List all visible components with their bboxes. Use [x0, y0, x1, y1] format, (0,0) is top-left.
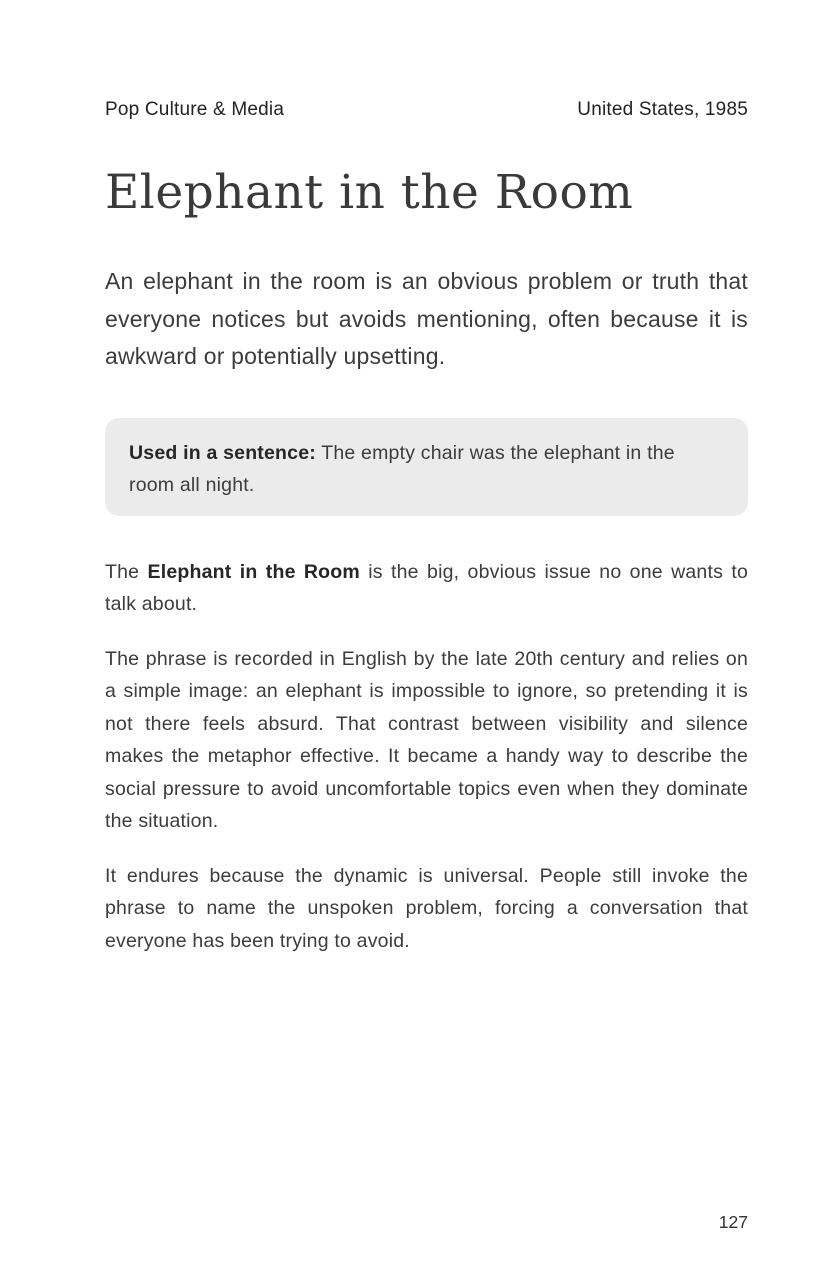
usage-example-box: [105, 418, 748, 516]
body-paragraph-2: The phrase is recorded in English by the late 20th century and relies on a simple image: an elephant is impossible to ignore, so pretending it is not there feels absurd. That contrast between visibility and silence makes the metaphor effective. It became a handy way to describe the social pressure to avoid uncomfortable topics even when they dominate the situation.: [105, 647, 748, 832]
page-title: Elephant in the Room: [105, 165, 634, 220]
definition-text: An elephant in the room is an obvious problem or truth that everyone notices but avoids mentioning, often because it is awkward or potentially upsetting.: [105, 268, 748, 369]
paragraph-1-term: Elephant in the Room: [147, 560, 360, 583]
paragraph-1-suffix: is the big, obvious issue no one wants to talk about.: [105, 560, 748, 615]
body-paragraph-1: [105, 556, 748, 621]
paragraph-1-prefix: The: [105, 560, 148, 583]
page-number: 127: [718, 1212, 748, 1232]
header-category: Pop Culture & Media: [105, 99, 285, 120]
usage-sentence: The empty chair was the elephant in the room all night.: [129, 441, 675, 496]
body-paragraph-3: It endures because the dynamic is universal. People still invoke the phrase to name the unspoken problem, forcing a conversation that everyone has been trying to avoid.: [105, 864, 748, 952]
page-header: [105, 98, 748, 122]
header-origin: United States, 1985: [577, 99, 748, 120]
usage-label: Used in a sentence:: [129, 441, 316, 464]
